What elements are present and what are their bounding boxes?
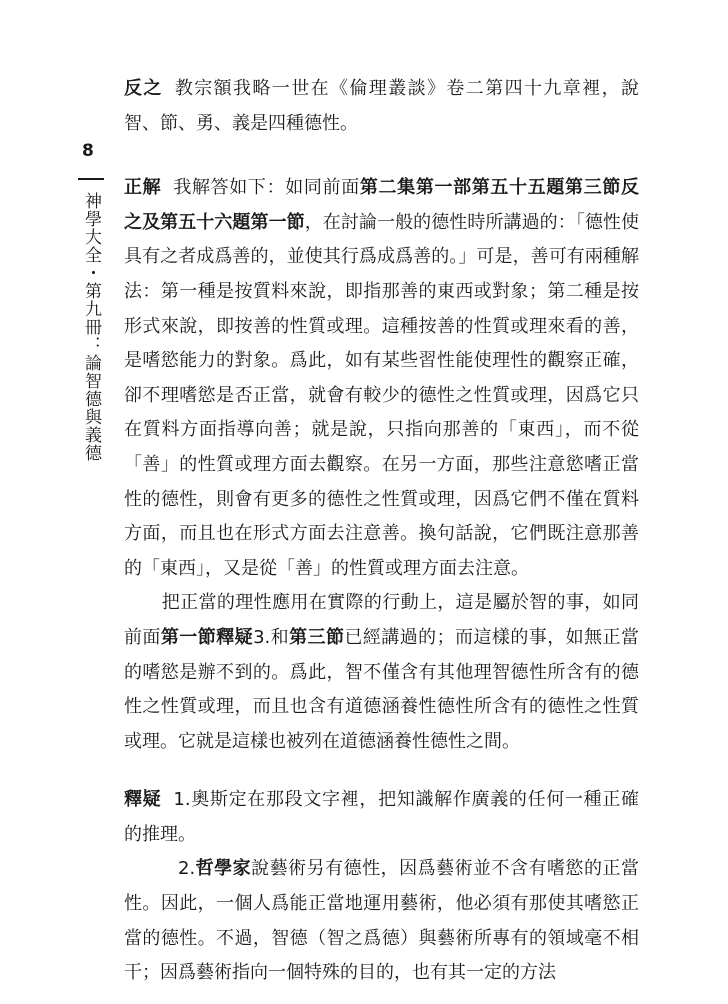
reply-2-number: 2. xyxy=(178,858,196,880)
answer-label: 正解 xyxy=(124,177,162,199)
reply-2-paragraph xyxy=(124,852,639,990)
objection-paragraph xyxy=(124,72,639,141)
answer-p1-text-c: ，在討論一般的德性時所講過的：「德性使具有之者成爲善的，並使其行爲成爲善的。」可是，善可有兩種解法：第一種是按質料來說，即指那善的東西或對象；第二種是按形式來說，即按善的性質或理。這種按善的性質或理來看的善，是嗜慾能力的對象。爲此，如有某些習性能使理性的觀察正確，卻不理嗜慾是否正當，就會有較少的德性之性質或理，因爲它只在質料方面指導向善；就是說，只指向那善的「東西」，而不從「善」的性質或理方面去觀察。在另一方面，那些注意慾嗜正當性的德性，則會有更多的德性之性質或理，因爲它們不僅在質料方面，而且也在形式方面去注意善。換句話說，它們既注意那善的「東西」，又是從「善」的性質或理方面去注意。 xyxy=(124,211,640,579)
running-head: 神學大全・第九冊：論智德與義德 xyxy=(81,192,101,462)
answer-paragraph-1 xyxy=(124,171,639,586)
reply-2-philosopher: 哲學家 xyxy=(195,858,252,880)
reply-1-text: 1.奧斯定在那段文字裡，把知識解作廣義的任何一種正確的推理。 xyxy=(124,789,640,845)
answer-p1-reference: 第二集第一部第五十五題第三節反之及第五十六題第一節 xyxy=(124,177,640,233)
answer-p2-reference-2: 第三節 xyxy=(289,626,345,648)
answer-p2-text-e: 已經講過的；而這樣的事，如無正當的嗜慾是辦不到的。爲此，智不僅含有其他理智德性所含有的德性之性質或理，而且也含有道德涵養性德性所含有的德性之性質或理。它就是這樣也被列在道德涵養性德性之間。 xyxy=(124,626,639,752)
answer-p2-text-a: 把正當的理性應用在實際的行動上，這是屬於智的事，如同前面 xyxy=(124,592,639,648)
side-rule xyxy=(78,178,104,180)
replies-label: 釋疑 xyxy=(124,789,162,811)
answer-p2-text-c: 3.和 xyxy=(253,626,290,648)
reply-1-paragraph xyxy=(124,783,639,852)
objection-text: 教宗額我略一世在《倫理叢談》卷二第四十九章裡，說智、節、勇、義是四種德性。 xyxy=(124,78,640,134)
reply-2-text: 說藝術另有德性，因爲藝術並不含有嗜慾的正當性。因此，一個人爲能正當地運用藝術，他必須有那使其嗜慾正當的德性。不過，智德（智之爲德）與藝術所專有的領域毫不相干；因爲藝術指向一個特殊的目的，也有其一定的方法 xyxy=(124,858,639,984)
answer-p1-text-a: 我解答如下：如同前面 xyxy=(173,177,360,199)
objection-label: 反之 xyxy=(124,78,163,99)
page-number: 8 xyxy=(82,141,94,161)
page-content xyxy=(124,72,639,991)
answer-p2-reference-1: 第一節釋疑 xyxy=(160,626,254,648)
answer-paragraph-2 xyxy=(124,586,639,759)
